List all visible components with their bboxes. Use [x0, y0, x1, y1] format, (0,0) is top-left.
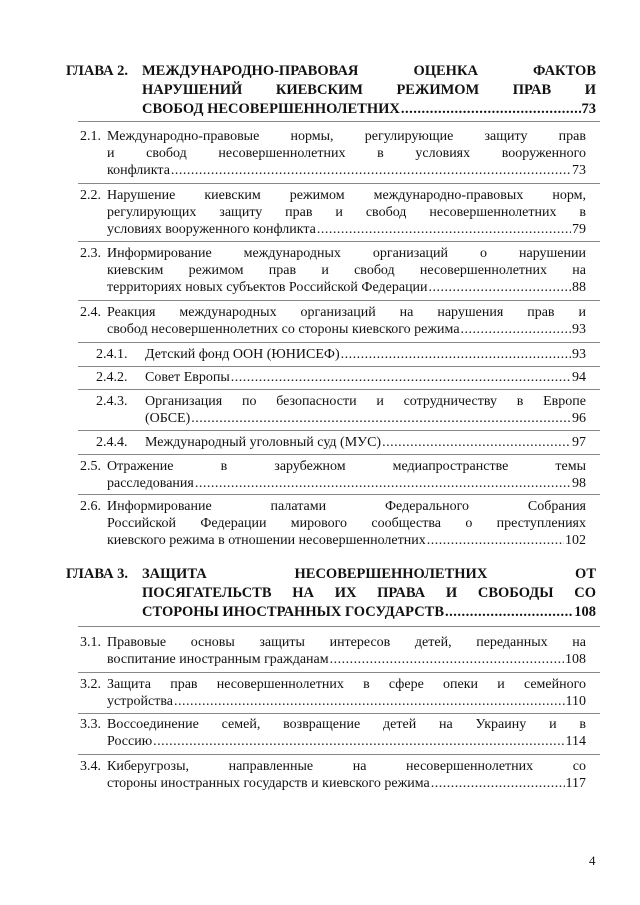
entry-last-line [107, 733, 586, 750]
dot-leader [429, 279, 571, 296]
toc-entry [66, 758, 586, 792]
entry-line: Защита прав несовершеннолетних в сфере опеки и семейного [107, 677, 586, 692]
dot-leader [341, 346, 571, 363]
chapter-label: ГЛАВА 2. [66, 63, 129, 79]
entry-line: воспитание иностранным гражданам [107, 652, 329, 667]
chapter-page: 73 [581, 101, 596, 117]
toc-entry [66, 245, 586, 296]
entry-page: 114 [565, 734, 586, 749]
entry-number: 3.1. [80, 635, 101, 650]
entry-line: территориях новых субъектов Российской Федерации [107, 280, 428, 295]
entry-page: 117 [565, 776, 586, 791]
divider [78, 672, 600, 673]
divider [78, 494, 600, 495]
entry-page: 94 [572, 370, 586, 385]
entry-number: 2.4.3. [96, 394, 128, 409]
dot-leader [171, 162, 571, 179]
toc-entry [66, 716, 586, 750]
divider [78, 121, 600, 122]
entry-line: и свобод несовершеннолетних в условиях вооруженного [107, 146, 586, 161]
entry-number: 2.1. [80, 129, 101, 144]
entry-last-line [107, 775, 586, 792]
dot-leader [330, 651, 564, 668]
entry-line: расследования [107, 476, 194, 491]
chapter-page: 108 [574, 604, 596, 620]
entry-line: Российской Федерации мирового сообщества о преступлениях [107, 516, 586, 531]
entry-number: 3.3. [80, 717, 101, 732]
entry-last-line [107, 693, 586, 710]
entry-last-line [107, 651, 586, 668]
entry-last-line [145, 369, 586, 386]
entry-number: 3.2. [80, 677, 101, 692]
divider [78, 626, 600, 627]
entry-last-line [107, 221, 586, 238]
entry-last-line [145, 434, 586, 451]
chapter-title-line: СТОРОНЫ ИНОСТРАННЫХ ГОСУДАРСТВ [142, 604, 445, 620]
entry-line: киевским режимом прав и свобод несовершеннолетних на [107, 263, 586, 278]
entry-line: Информирование палатами Федерального Собрания [107, 499, 586, 514]
entry-line: киевского режима в отношении несовершеннолетних [107, 533, 426, 548]
dot-leader [427, 532, 564, 549]
entry-line: Международно-правовые нормы, регулирующие защиту прав [107, 129, 586, 144]
divider [78, 366, 600, 367]
entry-line: Нарушение киевским режимом международно-правовых норм, [107, 188, 586, 203]
dot-leader [445, 603, 573, 622]
entry-page: 88 [572, 280, 586, 295]
entry-line: регулирующих защиту прав и свобод несовершеннолетних в [107, 205, 586, 220]
divider [78, 430, 600, 431]
entry-line: (ОБСЕ) [145, 411, 191, 426]
entry-last-line [145, 410, 586, 427]
dot-leader [382, 434, 571, 451]
dot-leader [191, 410, 571, 427]
divider [78, 754, 600, 755]
divider [78, 183, 600, 184]
toc-entry [66, 369, 586, 386]
entry-line: Отражение в зарубежном медиапространстве темы [107, 459, 586, 474]
entry-line: устройства [107, 694, 173, 709]
entry-page: 79 [572, 222, 586, 237]
chapter-label: ГЛАВА 3. [66, 566, 129, 582]
entry-number: 2.4. [80, 305, 101, 320]
chapter-heading [66, 565, 596, 622]
dot-leader [431, 775, 565, 792]
entry-last-line [145, 346, 586, 363]
dot-leader [461, 321, 571, 338]
chapter-title-line: ПОСЯГАТЕЛЬСТВ НА ИХ ПРАВА И СВОБОДЫ СО [142, 585, 596, 601]
entry-line: Киберугрозы, направленные на несовершеннолетних со [107, 759, 586, 774]
chapter-title-line: СВОБОД НЕСОВЕРШЕННОЛЕТНИХ [142, 101, 400, 117]
chapter-title-line: ЗАЩИТА НЕСОВЕРШЕННОЛЕТНИХ ОТ [142, 566, 596, 582]
entry-number: 2.6. [80, 499, 101, 514]
entry-line: Правовые основы защиты интересов детей, переданных на [107, 635, 586, 650]
entry-last-line [107, 321, 586, 338]
chapter-heading [66, 62, 596, 119]
dot-leader [153, 733, 564, 750]
entry-line: Воссоединение семей, возвращение детей на Украину и в [107, 717, 586, 732]
dot-leader [174, 693, 565, 710]
entry-line: конфликта [107, 163, 170, 178]
entry-number: 2.3. [80, 246, 101, 261]
entry-page: 102 [565, 533, 586, 548]
entry-page: 108 [565, 652, 586, 667]
entry-line: условиях вооруженного конфликта [107, 222, 316, 237]
entry-page: 73 [572, 163, 586, 178]
entry-last-line [107, 532, 586, 549]
entry-number: 2.4.2. [96, 370, 128, 385]
entry-number: 2.2. [80, 188, 101, 203]
entry-line: Россию [107, 734, 153, 749]
entry-last-line [107, 475, 586, 492]
entry-line: Совет Европы [145, 370, 230, 385]
toc-entry [66, 634, 586, 668]
entry-number: 2.5. [80, 459, 101, 474]
dot-leader [401, 100, 581, 119]
entry-page: 98 [572, 476, 586, 491]
entry-page: 110 [565, 694, 586, 709]
entry-last-line [107, 162, 586, 179]
toc-entry [66, 498, 586, 549]
divider [78, 454, 600, 455]
entry-line: Организация по безопасности и сотрудничеству в Европе [145, 394, 586, 409]
entry-line: Международный уголовный суд (МУС) [145, 435, 382, 450]
chapter-last-line [142, 100, 596, 119]
entry-number: 2.4.1. [96, 347, 128, 362]
divider [78, 241, 600, 242]
dot-leader [231, 369, 571, 386]
toc-entry [66, 393, 586, 427]
divider [78, 389, 600, 390]
divider [78, 342, 600, 343]
divider [78, 300, 600, 301]
entry-line: стороны иностранных государств и киевского режима [107, 776, 430, 791]
entry-line: Реакция международных организаций на нарушения прав и [107, 305, 586, 320]
dot-leader [317, 221, 571, 238]
toc-entry [66, 434, 586, 451]
chapter-title-line: НАРУШЕНИЙ КИЕВСКИМ РЕЖИМОМ ПРАВ И [142, 82, 596, 98]
divider [78, 713, 600, 714]
entry-page: 93 [572, 347, 586, 362]
entry-line: свобод несовершеннолетних со стороны киевского режима [107, 322, 460, 337]
chapter-title-line: МЕЖДУНАРОДНО-ПРАВОВАЯ ОЦЕНКА ФАКТОВ [142, 63, 596, 79]
entry-line: Информирование международных организаций о нарушении [107, 246, 586, 261]
entry-page: 96 [572, 411, 586, 426]
toc-entry [66, 458, 586, 492]
toc-entry [66, 304, 586, 338]
entry-last-line [107, 279, 586, 296]
entry-page: 93 [572, 322, 586, 337]
entry-page: 97 [572, 435, 586, 450]
entry-number: 3.4. [80, 759, 101, 774]
page-number: 4 [589, 853, 596, 868]
dot-leader [195, 475, 571, 492]
toc-entry [66, 187, 586, 238]
chapter-last-line [142, 603, 596, 622]
entry-number: 2.4.4. [96, 435, 128, 450]
toc-entry [66, 676, 586, 710]
toc-entry [66, 346, 586, 363]
toc-entry [66, 128, 586, 179]
entry-line: Детский фонд ООН (ЮНИСЕФ) [145, 347, 340, 362]
